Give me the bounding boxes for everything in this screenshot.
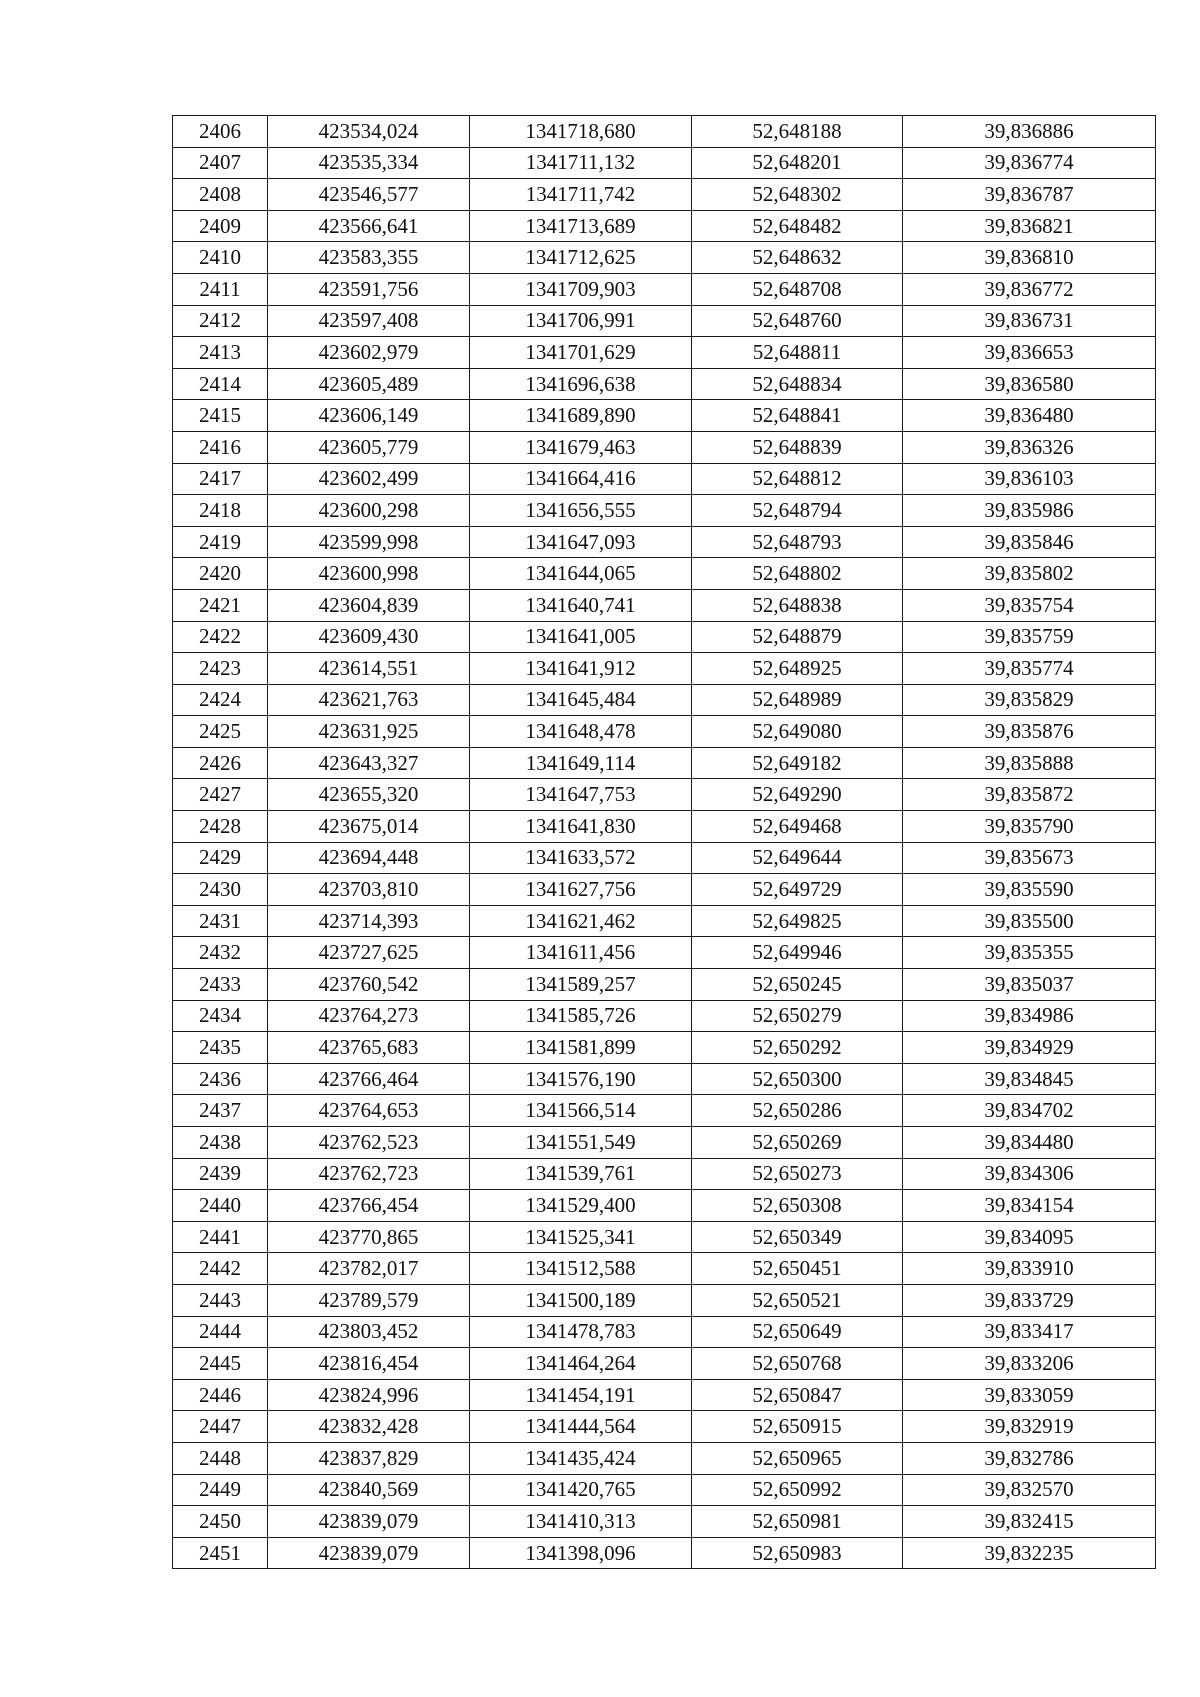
latitude-cell: 52,648188 <box>692 116 903 148</box>
latitude-cell: 52,648302 <box>692 179 903 211</box>
table-row <box>173 1379 1156 1411</box>
point-number-cell: 2413 <box>173 337 268 369</box>
table-row <box>173 1095 1156 1127</box>
table-row <box>173 842 1156 874</box>
point-number-cell: 2420 <box>173 558 268 590</box>
table-row <box>173 716 1156 748</box>
longitude-cell: 39,832570 <box>903 1474 1156 1506</box>
y-coordinate-cell: 1341641,912 <box>470 653 692 685</box>
y-coordinate-cell: 1341664,416 <box>470 463 692 495</box>
y-coordinate-cell: 1341539,761 <box>470 1158 692 1190</box>
latitude-cell: 52,648482 <box>692 210 903 242</box>
y-coordinate-cell: 1341649,114 <box>470 747 692 779</box>
point-number-cell: 2445 <box>173 1348 268 1380</box>
longitude-cell: 39,835759 <box>903 621 1156 653</box>
x-coordinate-cell: 423631,925 <box>268 716 470 748</box>
point-number-cell: 2438 <box>173 1127 268 1159</box>
x-coordinate-cell: 423764,273 <box>268 1000 470 1032</box>
latitude-cell: 52,649825 <box>692 905 903 937</box>
latitude-cell: 52,650269 <box>692 1127 903 1159</box>
latitude-cell: 52,648925 <box>692 653 903 685</box>
x-coordinate-cell: 423583,355 <box>268 242 470 274</box>
latitude-cell: 52,650847 <box>692 1379 903 1411</box>
y-coordinate-cell: 1341713,689 <box>470 210 692 242</box>
y-coordinate-cell: 1341420,765 <box>470 1474 692 1506</box>
point-number-cell: 2426 <box>173 747 268 779</box>
longitude-cell: 39,835986 <box>903 495 1156 527</box>
y-coordinate-cell: 1341644,065 <box>470 558 692 590</box>
x-coordinate-cell: 423675,014 <box>268 811 470 843</box>
table-row <box>173 1000 1156 1032</box>
longitude-cell: 39,835829 <box>903 684 1156 716</box>
x-coordinate-cell: 423824,996 <box>268 1379 470 1411</box>
y-coordinate-cell: 1341701,629 <box>470 337 692 369</box>
point-number-cell: 2434 <box>173 1000 268 1032</box>
y-coordinate-cell: 1341709,903 <box>470 273 692 305</box>
latitude-cell: 52,649080 <box>692 716 903 748</box>
table-row <box>173 273 1156 305</box>
table-row <box>173 495 1156 527</box>
y-coordinate-cell: 1341641,830 <box>470 811 692 843</box>
x-coordinate-cell: 423762,723 <box>268 1158 470 1190</box>
latitude-cell: 52,648760 <box>692 305 903 337</box>
point-number-cell: 2439 <box>173 1158 268 1190</box>
x-coordinate-cell: 423614,551 <box>268 653 470 685</box>
longitude-cell: 39,835355 <box>903 937 1156 969</box>
longitude-cell: 39,834845 <box>903 1063 1156 1095</box>
longitude-cell: 39,835590 <box>903 874 1156 906</box>
y-coordinate-cell: 1341478,783 <box>470 1316 692 1348</box>
x-coordinate-cell: 423605,779 <box>268 431 470 463</box>
point-number-cell: 2447 <box>173 1411 268 1443</box>
x-coordinate-cell: 423605,489 <box>268 368 470 400</box>
x-coordinate-cell: 423840,569 <box>268 1474 470 1506</box>
point-number-cell: 2411 <box>173 273 268 305</box>
table-row <box>173 684 1156 716</box>
y-coordinate-cell: 1341566,514 <box>470 1095 692 1127</box>
point-number-cell: 2448 <box>173 1442 268 1474</box>
x-coordinate-cell: 423600,998 <box>268 558 470 590</box>
longitude-cell: 39,836731 <box>903 305 1156 337</box>
longitude-cell: 39,834480 <box>903 1127 1156 1159</box>
latitude-cell: 52,648793 <box>692 526 903 558</box>
longitude-cell: 39,834095 <box>903 1221 1156 1253</box>
y-coordinate-cell: 1341464,264 <box>470 1348 692 1380</box>
longitude-cell: 39,836480 <box>903 400 1156 432</box>
latitude-cell: 52,650279 <box>692 1000 903 1032</box>
point-number-cell: 2436 <box>173 1063 268 1095</box>
x-coordinate-cell: 423602,499 <box>268 463 470 495</box>
y-coordinate-cell: 1341398,096 <box>470 1537 692 1569</box>
x-coordinate-cell: 423766,464 <box>268 1063 470 1095</box>
y-coordinate-cell: 1341647,093 <box>470 526 692 558</box>
point-number-cell: 2406 <box>173 116 268 148</box>
x-coordinate-cell: 423760,542 <box>268 969 470 1001</box>
table-row <box>173 811 1156 843</box>
table-row <box>173 526 1156 558</box>
latitude-cell: 52,650649 <box>692 1316 903 1348</box>
latitude-cell: 52,650245 <box>692 969 903 1001</box>
longitude-cell: 39,835754 <box>903 589 1156 621</box>
table-row <box>173 1284 1156 1316</box>
latitude-cell: 52,650983 <box>692 1537 903 1569</box>
latitude-cell: 52,648201 <box>692 147 903 179</box>
coordinate-table-body <box>173 116 1156 1569</box>
point-number-cell: 2409 <box>173 210 268 242</box>
x-coordinate-cell: 423604,839 <box>268 589 470 621</box>
longitude-cell: 39,833206 <box>903 1348 1156 1380</box>
latitude-cell: 52,650981 <box>692 1506 903 1538</box>
longitude-cell: 39,832786 <box>903 1442 1156 1474</box>
latitude-cell: 52,649290 <box>692 779 903 811</box>
y-coordinate-cell: 1341525,341 <box>470 1221 692 1253</box>
point-number-cell: 2407 <box>173 147 268 179</box>
x-coordinate-cell: 423789,579 <box>268 1284 470 1316</box>
y-coordinate-cell: 1341689,890 <box>470 400 692 432</box>
y-coordinate-cell: 1341454,191 <box>470 1379 692 1411</box>
y-coordinate-cell: 1341718,680 <box>470 116 692 148</box>
point-number-cell: 2421 <box>173 589 268 621</box>
longitude-cell: 39,835673 <box>903 842 1156 874</box>
x-coordinate-cell: 423816,454 <box>268 1348 470 1380</box>
longitude-cell: 39,833729 <box>903 1284 1156 1316</box>
longitude-cell: 39,835876 <box>903 716 1156 748</box>
longitude-cell: 39,832919 <box>903 1411 1156 1443</box>
point-number-cell: 2443 <box>173 1284 268 1316</box>
x-coordinate-cell: 423655,320 <box>268 779 470 811</box>
latitude-cell: 52,648802 <box>692 558 903 590</box>
x-coordinate-cell: 423643,327 <box>268 747 470 779</box>
latitude-cell: 52,648989 <box>692 684 903 716</box>
point-number-cell: 2422 <box>173 621 268 653</box>
table-row <box>173 747 1156 779</box>
y-coordinate-cell: 1341641,005 <box>470 621 692 653</box>
latitude-cell: 52,649946 <box>692 937 903 969</box>
x-coordinate-cell: 423602,979 <box>268 337 470 369</box>
table-row <box>173 305 1156 337</box>
table-row <box>173 1127 1156 1159</box>
point-number-cell: 2444 <box>173 1316 268 1348</box>
longitude-cell: 39,836787 <box>903 179 1156 211</box>
table-row <box>173 1442 1156 1474</box>
longitude-cell: 39,834702 <box>903 1095 1156 1127</box>
x-coordinate-cell: 423839,079 <box>268 1506 470 1538</box>
point-number-cell: 2425 <box>173 716 268 748</box>
longitude-cell: 39,836103 <box>903 463 1156 495</box>
point-number-cell: 2423 <box>173 653 268 685</box>
x-coordinate-cell: 423832,428 <box>268 1411 470 1443</box>
point-number-cell: 2437 <box>173 1095 268 1127</box>
longitude-cell: 39,834986 <box>903 1000 1156 1032</box>
longitude-cell: 39,836326 <box>903 431 1156 463</box>
point-number-cell: 2429 <box>173 842 268 874</box>
table-row <box>173 1032 1156 1064</box>
point-number-cell: 2449 <box>173 1474 268 1506</box>
latitude-cell: 52,650915 <box>692 1411 903 1443</box>
table-row <box>173 1221 1156 1253</box>
x-coordinate-cell: 423694,448 <box>268 842 470 874</box>
x-coordinate-cell: 423765,683 <box>268 1032 470 1064</box>
latitude-cell: 52,649468 <box>692 811 903 843</box>
y-coordinate-cell: 1341410,313 <box>470 1506 692 1538</box>
point-number-cell: 2433 <box>173 969 268 1001</box>
y-coordinate-cell: 1341656,555 <box>470 495 692 527</box>
table-row <box>173 116 1156 148</box>
point-number-cell: 2419 <box>173 526 268 558</box>
table-row <box>173 905 1156 937</box>
y-coordinate-cell: 1341711,132 <box>470 147 692 179</box>
point-number-cell: 2414 <box>173 368 268 400</box>
longitude-cell: 39,834154 <box>903 1190 1156 1222</box>
x-coordinate-cell: 423714,393 <box>268 905 470 937</box>
longitude-cell: 39,836772 <box>903 273 1156 305</box>
longitude-cell: 39,836653 <box>903 337 1156 369</box>
x-coordinate-cell: 423609,430 <box>268 621 470 653</box>
x-coordinate-cell: 423600,298 <box>268 495 470 527</box>
table-row <box>173 937 1156 969</box>
point-number-cell: 2451 <box>173 1537 268 1569</box>
table-row <box>173 1316 1156 1348</box>
x-coordinate-cell: 423591,756 <box>268 273 470 305</box>
longitude-cell: 39,836821 <box>903 210 1156 242</box>
point-number-cell: 2418 <box>173 495 268 527</box>
table-row <box>173 1474 1156 1506</box>
latitude-cell: 52,650273 <box>692 1158 903 1190</box>
y-coordinate-cell: 1341627,756 <box>470 874 692 906</box>
table-row <box>173 368 1156 400</box>
point-number-cell: 2417 <box>173 463 268 495</box>
table-row <box>173 179 1156 211</box>
latitude-cell: 52,648838 <box>692 589 903 621</box>
point-number-cell: 2441 <box>173 1221 268 1253</box>
longitude-cell: 39,835037 <box>903 969 1156 1001</box>
longitude-cell: 39,833910 <box>903 1253 1156 1285</box>
point-number-cell: 2408 <box>173 179 268 211</box>
point-number-cell: 2428 <box>173 811 268 843</box>
table-row <box>173 210 1156 242</box>
latitude-cell: 52,650521 <box>692 1284 903 1316</box>
table-row <box>173 147 1156 179</box>
latitude-cell: 52,650451 <box>692 1253 903 1285</box>
y-coordinate-cell: 1341585,726 <box>470 1000 692 1032</box>
latitude-cell: 52,648879 <box>692 621 903 653</box>
point-number-cell: 2431 <box>173 905 268 937</box>
latitude-cell: 52,649182 <box>692 747 903 779</box>
latitude-cell: 52,648839 <box>692 431 903 463</box>
y-coordinate-cell: 1341648,478 <box>470 716 692 748</box>
y-coordinate-cell: 1341696,638 <box>470 368 692 400</box>
longitude-cell: 39,835802 <box>903 558 1156 590</box>
x-coordinate-cell: 423803,452 <box>268 1316 470 1348</box>
point-number-cell: 2442 <box>173 1253 268 1285</box>
point-number-cell: 2410 <box>173 242 268 274</box>
point-number-cell: 2450 <box>173 1506 268 1538</box>
x-coordinate-cell: 423770,865 <box>268 1221 470 1253</box>
longitude-cell: 39,835790 <box>903 811 1156 843</box>
longitude-cell: 39,835846 <box>903 526 1156 558</box>
table-row <box>173 1063 1156 1095</box>
y-coordinate-cell: 1341611,456 <box>470 937 692 969</box>
latitude-cell: 52,649644 <box>692 842 903 874</box>
latitude-cell: 52,648708 <box>692 273 903 305</box>
latitude-cell: 52,650768 <box>692 1348 903 1380</box>
x-coordinate-cell: 423764,653 <box>268 1095 470 1127</box>
longitude-cell: 39,832415 <box>903 1506 1156 1538</box>
x-coordinate-cell: 423599,998 <box>268 526 470 558</box>
table-row <box>173 1253 1156 1285</box>
y-coordinate-cell: 1341435,424 <box>470 1442 692 1474</box>
y-coordinate-cell: 1341444,564 <box>470 1411 692 1443</box>
table-row <box>173 558 1156 590</box>
longitude-cell: 39,834306 <box>903 1158 1156 1190</box>
y-coordinate-cell: 1341711,742 <box>470 179 692 211</box>
point-number-cell: 2435 <box>173 1032 268 1064</box>
x-coordinate-cell: 423703,810 <box>268 874 470 906</box>
latitude-cell: 52,650286 <box>692 1095 903 1127</box>
longitude-cell: 39,834929 <box>903 1032 1156 1064</box>
table-row <box>173 1158 1156 1190</box>
point-number-cell: 2446 <box>173 1379 268 1411</box>
x-coordinate-cell: 423839,079 <box>268 1537 470 1569</box>
longitude-cell: 39,836580 <box>903 368 1156 400</box>
point-number-cell: 2432 <box>173 937 268 969</box>
table-row <box>173 1411 1156 1443</box>
latitude-cell: 52,650992 <box>692 1474 903 1506</box>
x-coordinate-cell: 423546,577 <box>268 179 470 211</box>
point-number-cell: 2427 <box>173 779 268 811</box>
x-coordinate-cell: 423766,454 <box>268 1190 470 1222</box>
y-coordinate-cell: 1341679,463 <box>470 431 692 463</box>
longitude-cell: 39,835774 <box>903 653 1156 685</box>
table-row <box>173 242 1156 274</box>
y-coordinate-cell: 1341500,189 <box>470 1284 692 1316</box>
longitude-cell: 39,833059 <box>903 1379 1156 1411</box>
x-coordinate-cell: 423535,334 <box>268 147 470 179</box>
longitude-cell: 39,832235 <box>903 1537 1156 1569</box>
longitude-cell: 39,835888 <box>903 747 1156 779</box>
latitude-cell: 52,648794 <box>692 495 903 527</box>
table-row <box>173 874 1156 906</box>
y-coordinate-cell: 1341633,572 <box>470 842 692 874</box>
point-number-cell: 2430 <box>173 874 268 906</box>
longitude-cell: 39,835872 <box>903 779 1156 811</box>
latitude-cell: 52,648812 <box>692 463 903 495</box>
latitude-cell: 52,650308 <box>692 1190 903 1222</box>
table-row <box>173 463 1156 495</box>
y-coordinate-cell: 1341581,899 <box>470 1032 692 1064</box>
x-coordinate-cell: 423534,024 <box>268 116 470 148</box>
x-coordinate-cell: 423606,149 <box>268 400 470 432</box>
table-row <box>173 1190 1156 1222</box>
point-number-cell: 2412 <box>173 305 268 337</box>
latitude-cell: 52,648811 <box>692 337 903 369</box>
x-coordinate-cell: 423762,523 <box>268 1127 470 1159</box>
table-row <box>173 653 1156 685</box>
x-coordinate-cell: 423621,763 <box>268 684 470 716</box>
table-row <box>173 431 1156 463</box>
table-row <box>173 1348 1156 1380</box>
latitude-cell: 52,650300 <box>692 1063 903 1095</box>
y-coordinate-cell: 1341576,190 <box>470 1063 692 1095</box>
table-row <box>173 337 1156 369</box>
longitude-cell: 39,836810 <box>903 242 1156 274</box>
point-number-cell: 2424 <box>173 684 268 716</box>
latitude-cell: 52,650349 <box>692 1221 903 1253</box>
table-row <box>173 1506 1156 1538</box>
y-coordinate-cell: 1341706,991 <box>470 305 692 337</box>
longitude-cell: 39,833417 <box>903 1316 1156 1348</box>
y-coordinate-cell: 1341645,484 <box>470 684 692 716</box>
y-coordinate-cell: 1341512,588 <box>470 1253 692 1285</box>
table-row <box>173 969 1156 1001</box>
y-coordinate-cell: 1341589,257 <box>470 969 692 1001</box>
point-number-cell: 2415 <box>173 400 268 432</box>
longitude-cell: 39,835500 <box>903 905 1156 937</box>
y-coordinate-cell: 1341647,753 <box>470 779 692 811</box>
y-coordinate-cell: 1341529,400 <box>470 1190 692 1222</box>
y-coordinate-cell: 1341640,741 <box>470 589 692 621</box>
table-row <box>173 400 1156 432</box>
latitude-cell: 52,650965 <box>692 1442 903 1474</box>
latitude-cell: 52,648841 <box>692 400 903 432</box>
point-number-cell: 2440 <box>173 1190 268 1222</box>
table-row <box>173 621 1156 653</box>
latitude-cell: 52,649729 <box>692 874 903 906</box>
x-coordinate-cell: 423837,829 <box>268 1442 470 1474</box>
latitude-cell: 52,650292 <box>692 1032 903 1064</box>
longitude-cell: 39,836886 <box>903 116 1156 148</box>
table-row <box>173 779 1156 811</box>
y-coordinate-cell: 1341551,549 <box>470 1127 692 1159</box>
y-coordinate-cell: 1341621,462 <box>470 905 692 937</box>
x-coordinate-cell: 423566,641 <box>268 210 470 242</box>
table-row <box>173 1537 1156 1569</box>
x-coordinate-cell: 423782,017 <box>268 1253 470 1285</box>
coordinate-table <box>172 115 1156 1569</box>
latitude-cell: 52,648632 <box>692 242 903 274</box>
table-row <box>173 589 1156 621</box>
point-number-cell: 2416 <box>173 431 268 463</box>
x-coordinate-cell: 423597,408 <box>268 305 470 337</box>
y-coordinate-cell: 1341712,625 <box>470 242 692 274</box>
x-coordinate-cell: 423727,625 <box>268 937 470 969</box>
longitude-cell: 39,836774 <box>903 147 1156 179</box>
latitude-cell: 52,648834 <box>692 368 903 400</box>
